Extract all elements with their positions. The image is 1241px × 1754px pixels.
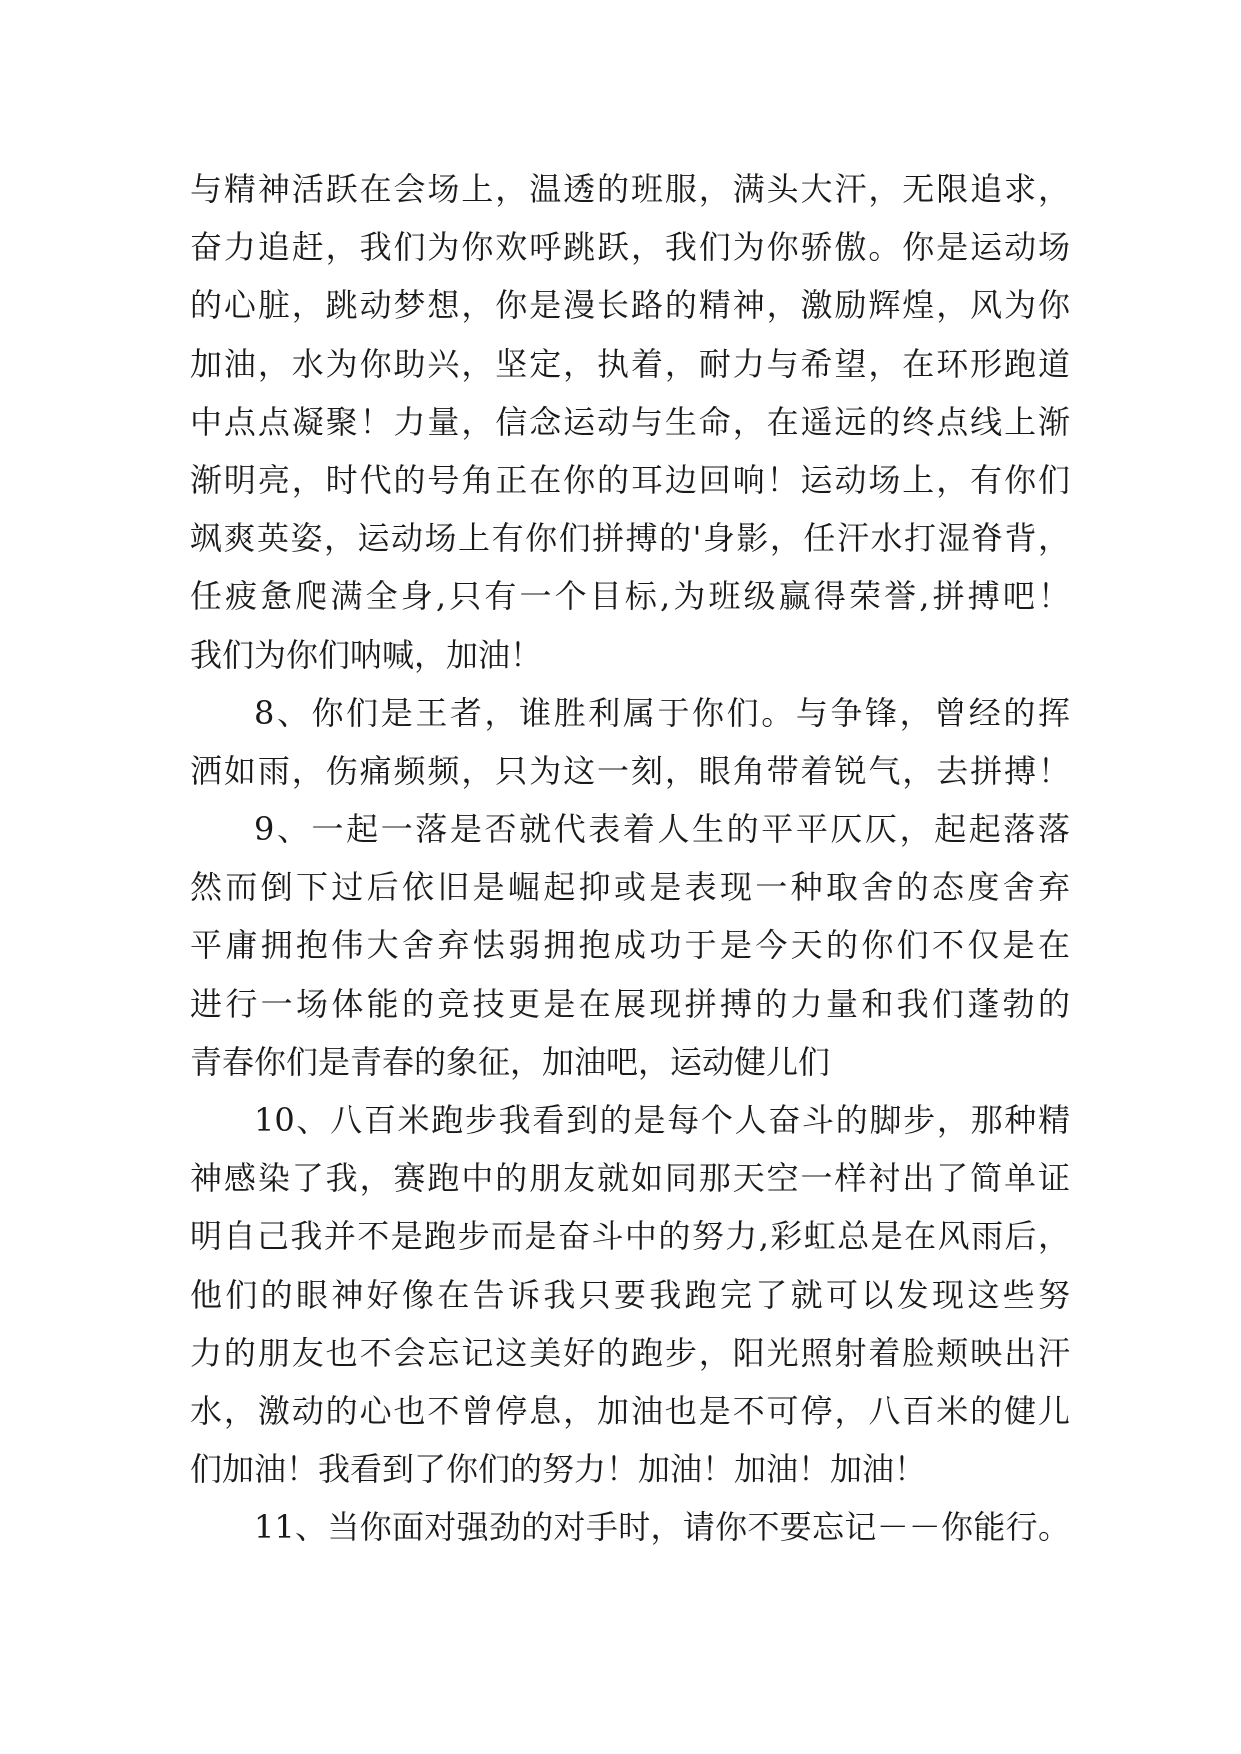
text-line: 与精神活跃在会场上，温透的班服，满头大汗，无限追求， [190, 170, 1070, 208]
text-line: 水，激动的心也不曾停息，加油也是不可停，八百米的健儿 [190, 1391, 1070, 1430]
text-line: 他们的眼神好像在告诉我只要我跑完了就可以发现这些努 [190, 1275, 1070, 1314]
text-line: 我们为你们呐喊，加油！ [190, 635, 543, 674]
text-line: 中点点凝聚！力量，信念运动与生命，在遥远的终点线上渐 [190, 402, 1070, 441]
text-line: 奋力追赶，我们为你欢呼跳跃，我们为你骄傲。你是运动场 [190, 228, 1070, 267]
paragraph-start-11: 11、当你面对强劲的对手时，请你不要忘记－－你能行。 [254, 1508, 1070, 1547]
text-line: 飒爽英姿，运动场上有你们拼搏的'身影，任汗水打湿脊背， [190, 519, 1070, 558]
text-line: 任疲惫爬满全身,只有一个目标,为班级赢得荣誉,拼搏吧！ [190, 577, 1070, 616]
text-line: 的心脏，跳动梦想，你是漫长路的精神，激励辉煌，风为你 [190, 286, 1070, 325]
text-line: 神感染了我，赛跑中的朋友就如同那天空一样衬出了简单证 [190, 1159, 1070, 1198]
paragraph-start-10: 10、八百米跑步我看到的是每个人奋斗的脚步，那种精 [254, 1101, 1070, 1139]
text-line: 明自己我并不是跑步而是奋斗中的努力,彩虹总是在风雨后， [190, 1217, 1070, 1256]
text-line: 渐明亮，时代的号角正在你的耳边回响！运动场上，有你们 [190, 460, 1070, 499]
text-line: 洒如雨，伤痛频频，只为这一刻，眼角带着锐气，去拼搏！ [190, 751, 1070, 790]
text-line: 加油，水为你助兴，坚定，执着，耐力与希望，在环形跑道 [190, 344, 1070, 383]
paragraph-start-9: 9、一起一落是否就代表着人生的平平仄仄，起起落落 [254, 810, 1070, 849]
document-body [190, 160, 1070, 1557]
text-line: 然而倒下过后依旧是崛起抑或是表现一种取舍的态度舍弃 [190, 868, 1070, 907]
text-line: 们加油！我看到了你们的努力！加油！加油！加油！ [190, 1450, 927, 1489]
paragraph-start-8: 8、你们是王者，谁胜利属于你们。与争锋，曾经的挥 [254, 693, 1070, 732]
text-line: 平庸拥抱伟大舍弃怯弱拥抱成功于是今天的你们不仅是在 [190, 926, 1070, 965]
text-line: 进行一场体能的竞技更是在展现拼搏的力量和我们蓬勃的 [190, 984, 1070, 1023]
text-line: 青春你们是青春的象征，加油吧，运动健儿们 [190, 1042, 831, 1081]
text-line: 力的朋友也不会忘记这美好的跑步，阳光照射着脸颊映出汗 [190, 1333, 1070, 1372]
